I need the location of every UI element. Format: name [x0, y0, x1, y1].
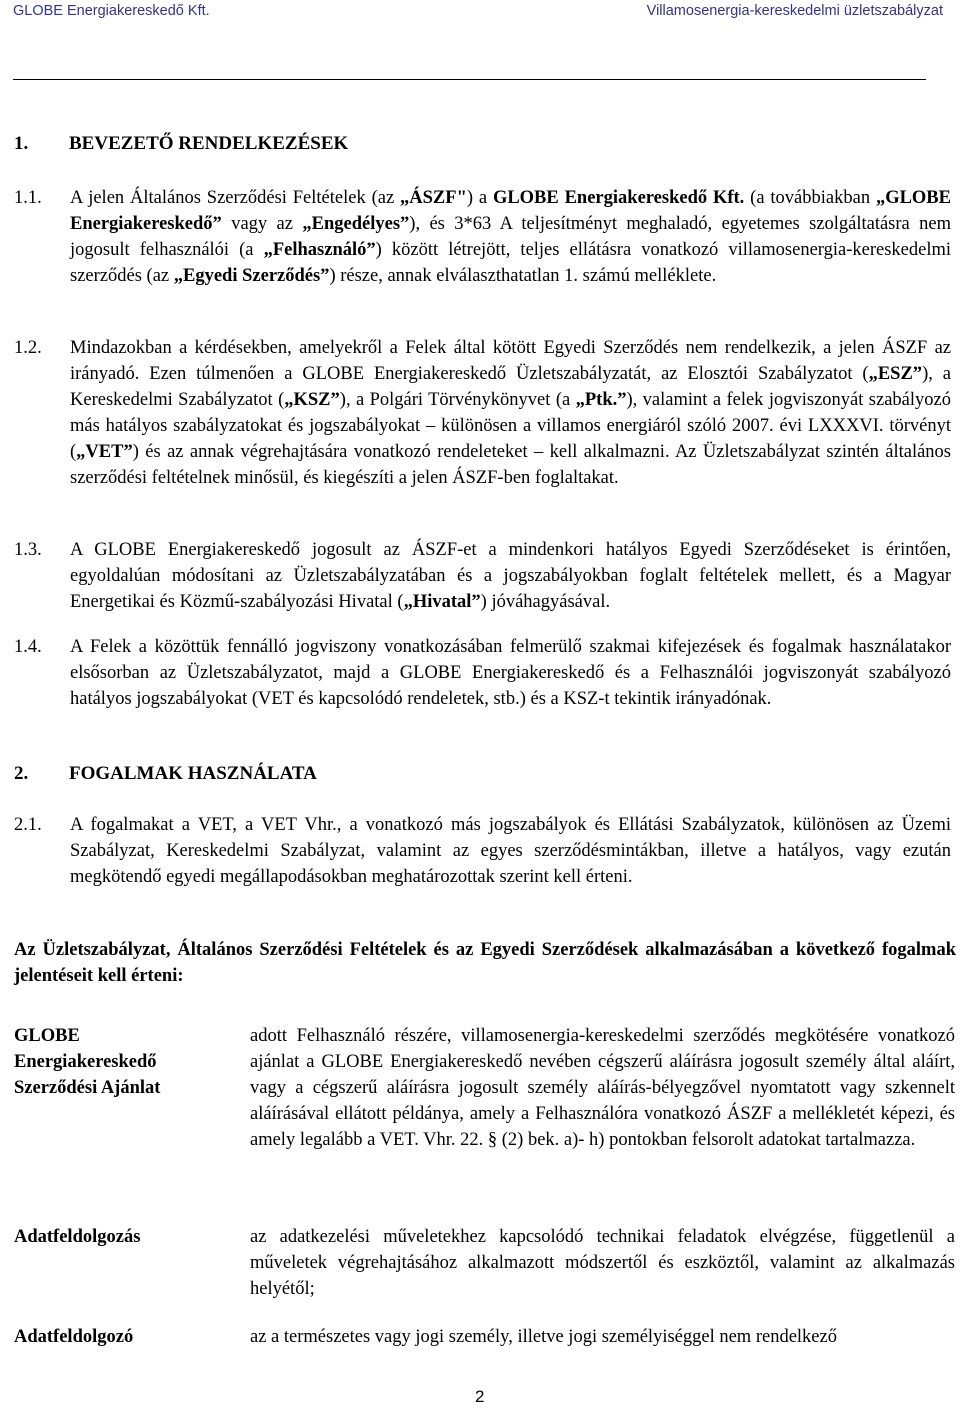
header-divider	[13, 79, 926, 80]
definition-term-data-processing: Adatfeldolgozás	[14, 1227, 141, 1247]
definition-text-data-processing: az adatkezelési műveletekhez kapcsolódó technikai feladatok elvégzése, függetlenül a műveletek végrehajtásához alkalmazott módszertől és eszköztől, valamint az alkalmazás helyétől;	[250, 1227, 955, 1299]
section-1-heading	[14, 133, 348, 155]
section-title: FOGALMAK HASZNÁLATA	[69, 763, 317, 784]
paragraph-text: Mindazokban a kérdésekben, amelyekről a Felek által kötött Egyedi Szerződés nem rendelkezik, a jelen ÁSZF az irányadó. Ezen túlmenően a GLOBE Energiakereskedő Üzletszabályzatát, az Elosztói Szabályzatot („ESZ”), a Kereskedelmi Szabályzatot („KSZ”), a Polgári Törvénykönyvet (a „Ptk.”), valamint a felek jogviszonyát szabályozó más hatályos szabályzatokat és jogszabályokat – különösen a villamos energiáról szóló 2007. évi LXXXVI. törvényt („VET”) és az annak végrehajtására vonatkozó rendeleteket – kell alkalmazni. Az Üzletszabályzat szintén általános szerződési feltételnek minősül, és kiegészíti a jelen ÁSZF-ben foglaltakat.	[70, 338, 951, 488]
paragraph-number: 1.2.	[14, 338, 42, 358]
definition-text-data-processor: az a természetes vagy jogi személy, illetve jogi személyiséggel nem rendelkező	[250, 1327, 837, 1347]
definition-term-data-processor: Adatfeldolgozó	[14, 1327, 134, 1347]
section-title: BEVEZETŐ RENDELKEZÉSEK	[69, 133, 349, 154]
paragraph-text: A GLOBE Energiakereskedő jogosult az ÁSZF-et a mindenkori hatályos Egyedi Szerződéseket is érintően, egyoldalúan módosítani az Üzletszabályzatában és a jogszabályokban foglalt feltételek mellett, és a Magyar Energetikai és Közmű-szabályozási Hivatal („Hivatal”) jóváhagyásával.	[70, 540, 951, 612]
definitions-intro: Az Üzletszabályzat, Általános Szerződési Feltételek és az Egyedi Szerződések alkalmazásában a következő fogalmak jelentéseit kell érteni:	[14, 940, 956, 986]
paragraph-number: 1.1.	[14, 188, 42, 208]
paragraph-text: A Felek a közöttük fennálló jogviszony vonatkozásában felmerülő szakmai kifejezések és fogalmak használatakor elsősorban az Üzletszabályzatot, majd a GLOBE Energiakereskedő és a Felhasználói jogviszonyát szabályozó hatályos jogszabályokat (VET és kapcsolódó rendeletek, stb.) és a KSZ-t tekintik irányadónak.	[70, 637, 951, 709]
definition-term-offer: GLOBE Energiakereskedő Szerződési Ajánlat	[14, 1026, 161, 1098]
page-header	[13, 0, 943, 22]
section-2-heading	[14, 763, 317, 785]
paragraph-text: A fogalmakat a VET, a VET Vhr., a vonatkozó más jogszabályok és Ellátási Szabályzatok, különösen az Üzemi Szabályzat, Kereskedelmi Szabályzat, valamint az egyes szerződésmintákban, illetve a hatályos, vagy ezután megkötendő egyedi megállapodásokban meghatározottak szerint kell érteni.	[70, 815, 951, 887]
paragraph-number: 2.1.	[14, 815, 42, 835]
definition-text-offer: adott Felhasználó részére, villamosenergia-kereskedelmi szerződés megkötésére vonatkozó ajánlat a GLOBE Energiakereskedő nevében cégszerű aláírásra jogosult személy által aláírt, vagy a cégszerű aláírásra jogosult személy aláírás-bélyegzővel nyomtatott vagy szkennelt aláírásával ellátott példánya, amely a Felhasználóra vonatkozó ÁSZF a mellékletét képezi, és amely legalább a VET. Vhr. 22. § (2) bek. a)- h) pontokban felsorolt adatokat tartalmazza.	[250, 1026, 955, 1150]
page-number: 2	[475, 1387, 485, 1406]
paragraph-number: 1.3.	[14, 540, 42, 560]
paragraph-number: 1.4.	[14, 637, 42, 657]
paragraph-text: A jelen Általános Szerződési Feltételek (az „ÁSZF") a GLOBE Energiakereskedő Kft. (a továbbiakban „GLOBE Energiakereskedő” vagy az „Engedélyes”), és 3*63 A teljesítményt meghaladó, egyetemes szolgáltatásra nem jogosult felhasználói (a „Felhasználó”) között létrejött, teljes ellátásra vonatkozó villamosenergia-kereskedelmi szerződés (az „Egyedi Szerződés”) része, annak elválaszthatatlan 1. számú melléklete.	[70, 188, 951, 286]
header-company: GLOBE Energiakereskedő Kft.	[13, 3, 210, 19]
section-number: 2.	[14, 763, 29, 784]
header-document-title: Villamosenergia-kereskedelmi üzletszabályzat	[646, 3, 943, 19]
section-number: 1.	[14, 133, 29, 154]
